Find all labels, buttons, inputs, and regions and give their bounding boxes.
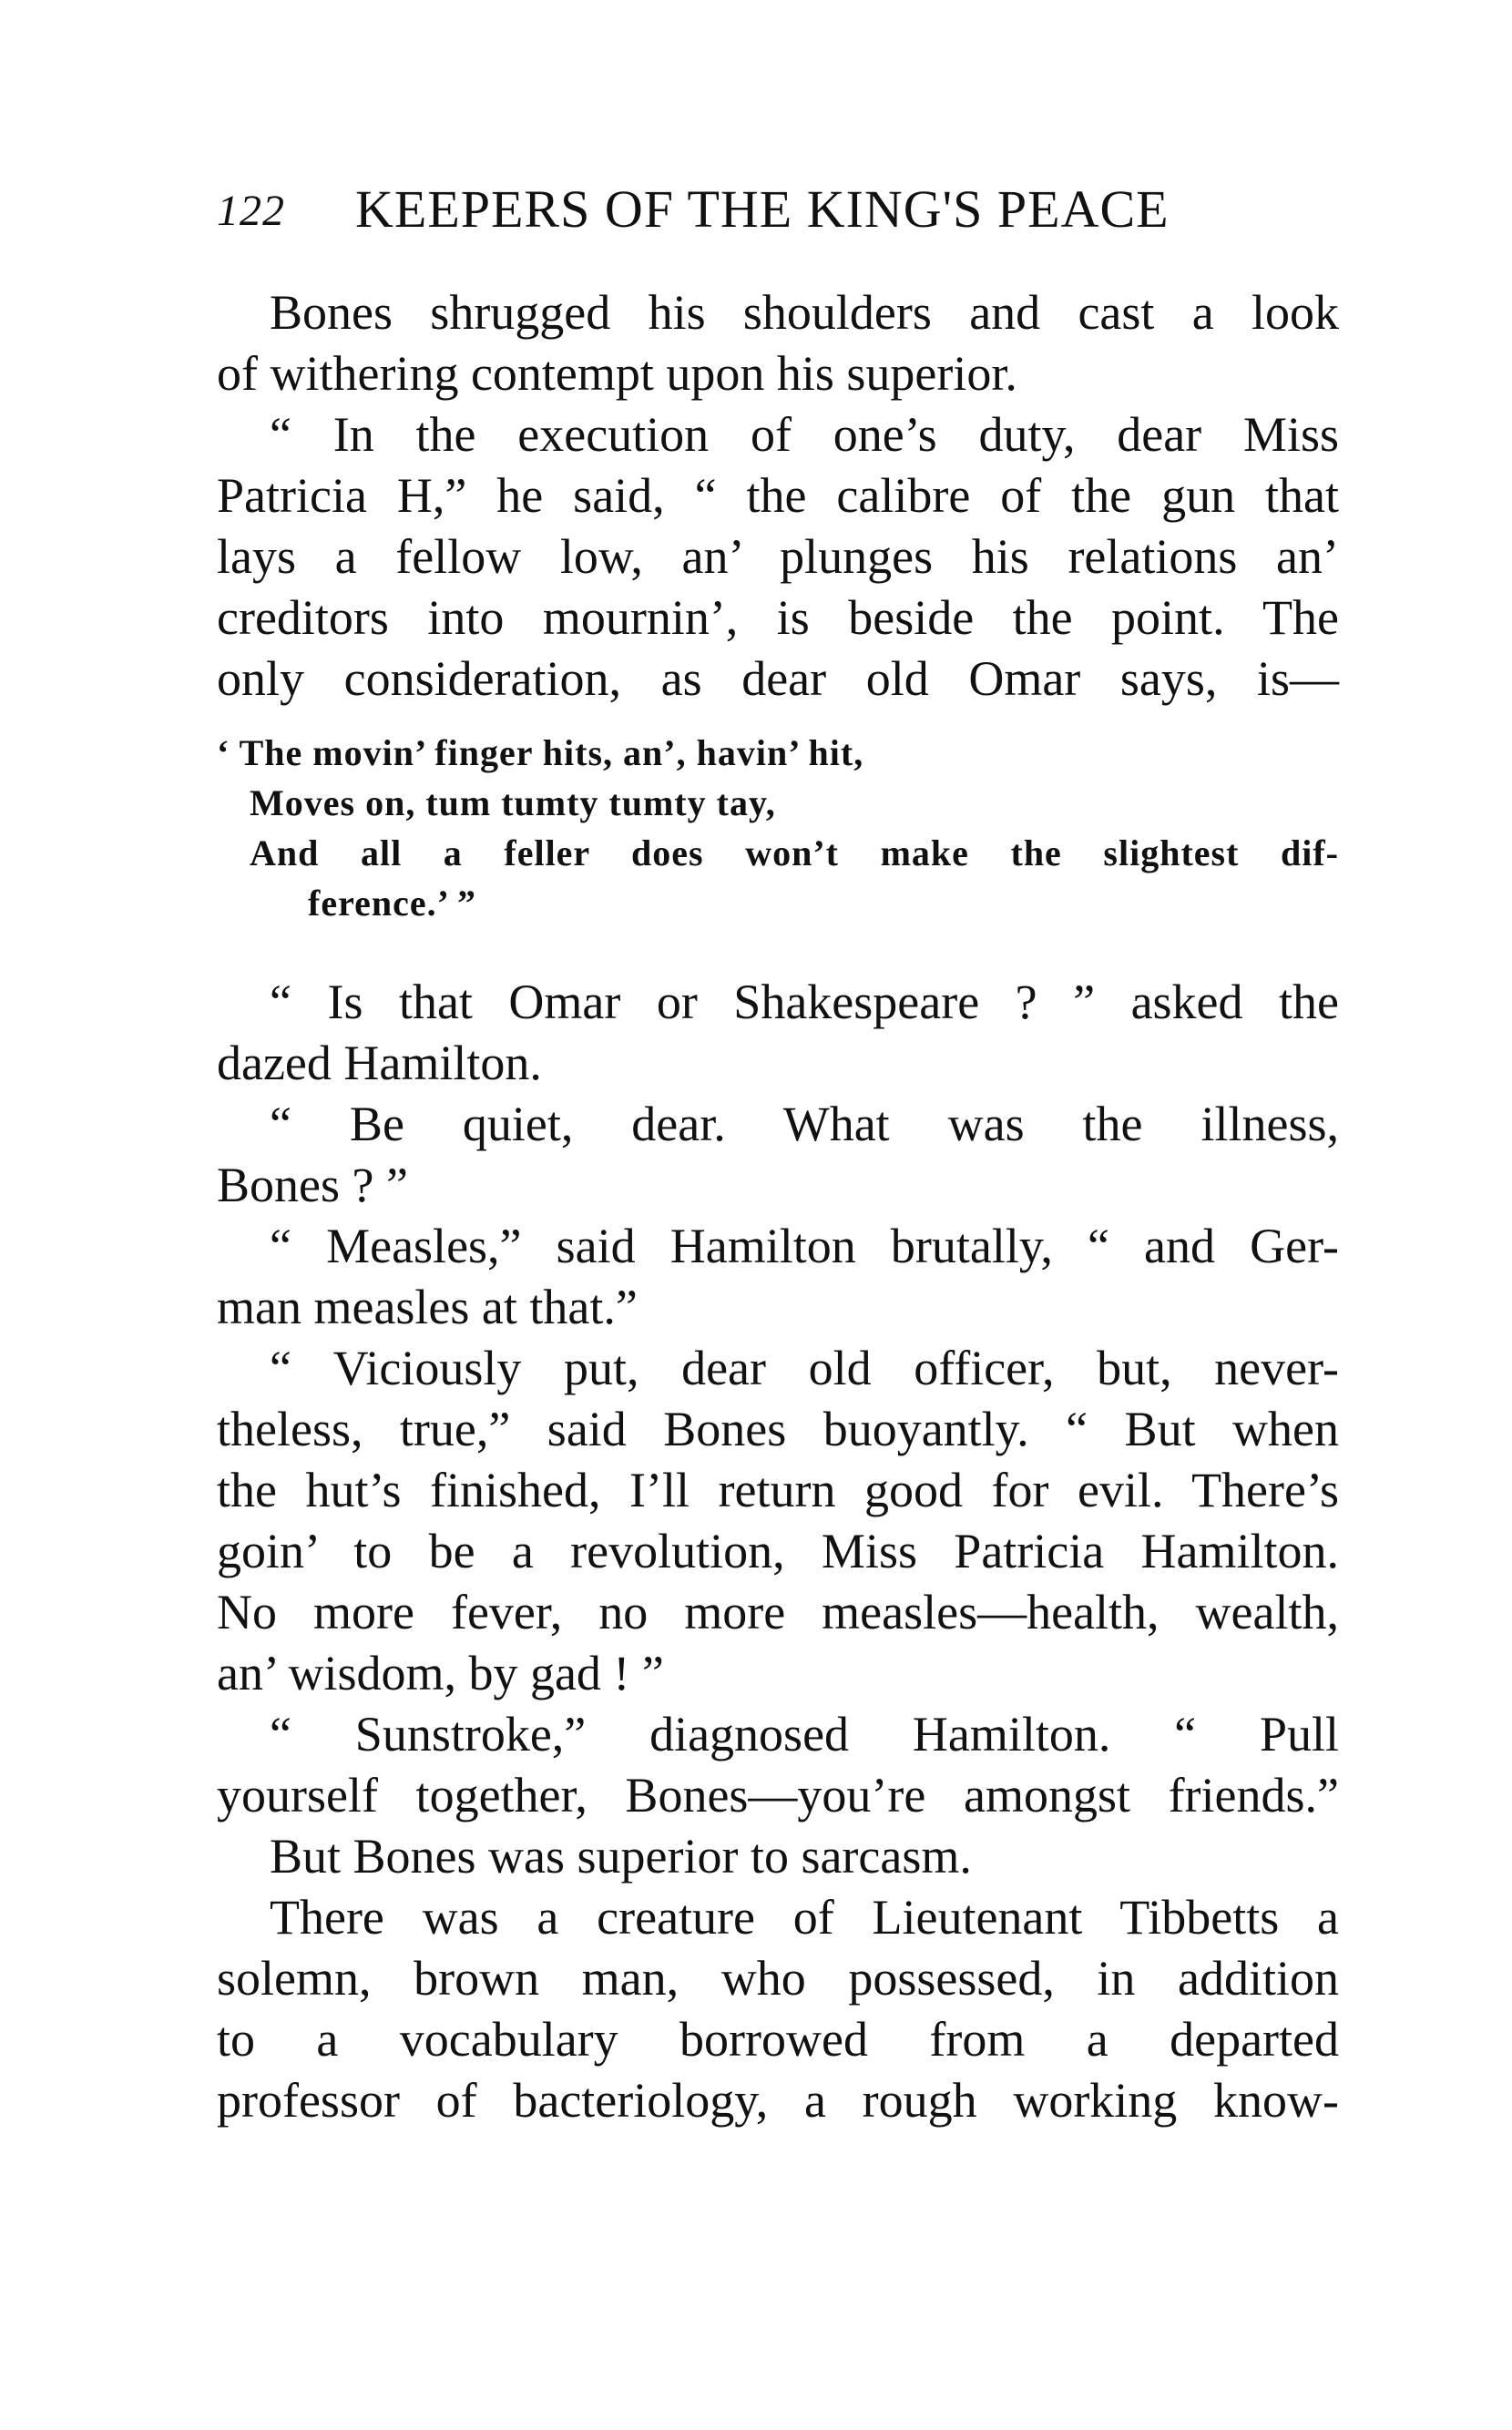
text-line: Patricia H,” he said, “ the calibre of the gun that [217, 468, 1339, 523]
text-line: “ Sunstroke,” diagnosed Hamilton. “ Pull [270, 1707, 1339, 1761]
text-line: lays a fellow low, an’ plunges his relations an’ [217, 529, 1339, 584]
verse-line: And all a feller does won’t make the slightest dif- [250, 832, 1339, 873]
text-line: dazed Hamilton. [217, 1036, 542, 1090]
text-line: There was a creature of Lieutenant Tibbetts a [270, 1890, 1339, 1945]
text-line: to a vocabulary borrowed from a departed [217, 2012, 1339, 2067]
text-line: “ Be quiet, dear. What was the illness, [270, 1097, 1339, 1151]
text-line: Bones ? ” [217, 1158, 408, 1212]
text-line: theless, true,” said Bones buoyantly. “ But when [217, 1402, 1339, 1456]
verse-line: ‘ The movin’ finger hits, an’, havin’ hit, [217, 732, 864, 773]
verse-line: Moves on, tum tumty tumty tay, [250, 782, 776, 823]
text-line: the hut’s finished, I’ll return good for evil. There’s [217, 1463, 1339, 1517]
text-line: “ Is that Omar or Shakespeare ? ” asked the [270, 975, 1339, 1029]
text-line: only consideration, as dear old Omar says, is— [217, 651, 1339, 706]
verse-line: ference.’ ” [308, 883, 476, 924]
text-line: But Bones was superior to sarcasm. [270, 1829, 972, 1884]
running-head: KEEPERS OF THE KING'S PEACE [355, 179, 1170, 239]
text-line: creditors into mournin’, is beside the point. The [217, 590, 1339, 645]
page-header [217, 179, 1337, 242]
text-line: “ In the execution of one’s duty, dear Miss [270, 407, 1339, 462]
text-line: solemn, brown man, who possessed, in addition [217, 1951, 1339, 2006]
text-line: goin’ to be a revolution, Miss Patricia Hamilton. [217, 1524, 1339, 1578]
verse-quote [217, 728, 1339, 928]
text-line: “ Viciously put, dear old officer, but, never- [270, 1341, 1339, 1395]
page-number: 122 [217, 187, 285, 235]
text-line: yourself together, Bones—you’re amongst friends.” [217, 1768, 1339, 1822]
text-line: No more fever, no more measles—health, wealth, [217, 1585, 1339, 1639]
text-line: professor of bacteriology, a rough working know- [217, 2073, 1339, 2128]
text-line: of withering contempt upon his superior. [217, 346, 1017, 401]
text-line: “ Measles,” said Hamilton brutally, “ and Ger- [270, 1219, 1339, 1273]
text-line: man measles at that.” [217, 1280, 638, 1334]
text-line: Bones shrugged his shoulders and cast a look [270, 285, 1339, 340]
body-text [217, 282, 1339, 2131]
text-line: an’ wisdom, by gad ! ” [217, 1646, 664, 1700]
